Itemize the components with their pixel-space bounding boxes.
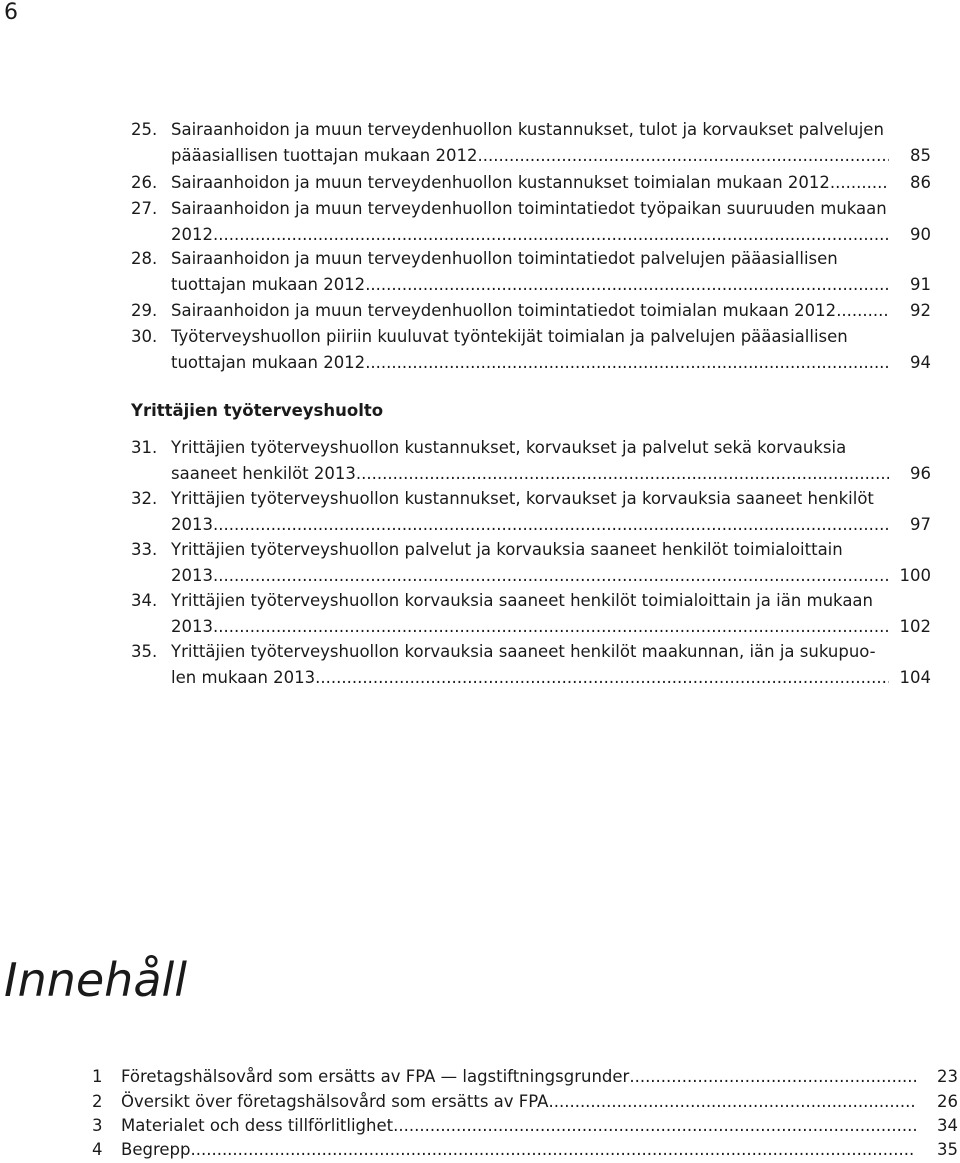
entry-number: 4 bbox=[92, 1140, 103, 1159]
entry-title-cont bbox=[171, 143, 931, 169]
entry-number: 31. bbox=[131, 438, 158, 457]
entry-number: 1 bbox=[92, 1067, 103, 1086]
entry-page: 96 bbox=[910, 464, 931, 483]
entry-title-line2: tuottajan mukaan 2012 bbox=[171, 275, 366, 294]
entry-number: 27. bbox=[131, 199, 158, 218]
dot-leader bbox=[356, 461, 889, 487]
dot-leader bbox=[213, 222, 889, 248]
entry-title-line2: 2013 bbox=[171, 515, 213, 534]
entry-title-cont bbox=[171, 614, 931, 640]
entry-number: 35. bbox=[131, 642, 158, 661]
dot-leader bbox=[836, 298, 889, 324]
entry-number: 28. bbox=[131, 249, 158, 268]
entry-title-cont bbox=[171, 222, 931, 248]
page-number: 6 bbox=[4, 0, 18, 25]
entry-title: Yrittäjien työterveyshuollon kustannukset, korvaukset ja korvauksia saaneet henkilöt bbox=[171, 489, 874, 508]
entry-title: Sairaanhoidon ja muun terveydenhuollon toimintatiedot toimialan mukaan 2012 bbox=[171, 301, 837, 320]
entry-page: 104 bbox=[899, 668, 931, 687]
entry-title-cont bbox=[171, 665, 931, 691]
entry-number: 26. bbox=[131, 173, 158, 192]
dot-leader bbox=[548, 1090, 916, 1114]
entry-page: 34 bbox=[937, 1116, 958, 1135]
entry-title-line2: saaneet henkilöt 2013 bbox=[171, 464, 356, 483]
dot-leader bbox=[830, 170, 889, 196]
dot-leader bbox=[213, 563, 889, 589]
entry-title-row bbox=[121, 1065, 958, 1089]
entry-title-row bbox=[171, 170, 931, 196]
entry-page: 92 bbox=[910, 301, 931, 320]
entry-title-line2: pääasiallisen tuottajan mukaan 2012 bbox=[171, 146, 478, 165]
entry-title-row bbox=[171, 298, 931, 324]
entry-number: 34. bbox=[131, 591, 158, 610]
entry-title-cont bbox=[171, 512, 931, 538]
entry-title: Yrittäjien työterveyshuollon kustannukset, korvaukset ja palvelut sekä korvauksia bbox=[171, 438, 847, 457]
entry-title-line2: 2013 bbox=[171, 566, 213, 585]
entry-page: 91 bbox=[910, 275, 931, 294]
entry-number: 3 bbox=[92, 1116, 103, 1135]
entry-page: 100 bbox=[899, 566, 931, 585]
dot-leader bbox=[213, 614, 889, 640]
entry-title: Företagshälsovård som ersätts av FPA — lagstiftningsgrunder bbox=[121, 1067, 630, 1086]
entry-title: Yrittäjien työterveyshuollon palvelut ja korvauksia saaneet henkilöt toimialoittain bbox=[171, 540, 843, 559]
entry-page: 35 bbox=[937, 1140, 958, 1159]
entry-page: 102 bbox=[899, 617, 931, 636]
entry-title: Sairaanhoidon ja muun terveydenhuollon kustannukset toimialan mukaan 2012 bbox=[171, 173, 830, 192]
entry-title-row bbox=[121, 1138, 958, 1162]
entry-title: Översikt över företagshälsovård som ersätts av FPA bbox=[121, 1092, 549, 1111]
entry-title-line2: 2013 bbox=[171, 617, 213, 636]
entry-title-cont bbox=[171, 461, 931, 487]
entry-title-line2: len mukaan 2013 bbox=[171, 668, 316, 687]
entry-title: Sairaanhoidon ja muun terveydenhuollon toimintatiedot työpaikan suuruuden mukaan bbox=[171, 199, 887, 218]
entry-title-row bbox=[121, 1114, 958, 1138]
entry-title-line2: tuottajan mukaan 2012 bbox=[171, 353, 366, 372]
entry-page: 90 bbox=[910, 225, 931, 244]
entry-title-line2: 2012 bbox=[171, 225, 213, 244]
entry-number: 2 bbox=[92, 1092, 103, 1111]
entry-page: 26 bbox=[937, 1092, 958, 1111]
entry-title: Sairaanhoidon ja muun terveydenhuollon kustannukset, tulot ja korvaukset palvelujen bbox=[171, 120, 884, 139]
entry-title: Työterveyshuollon piiriin kuuluvat työntekijät toimialan ja palvelujen pääasiallisen bbox=[171, 327, 848, 346]
section-heading: Yrittäjien työterveyshuolto bbox=[131, 401, 384, 420]
dot-leader bbox=[365, 350, 889, 376]
entry-title-cont bbox=[171, 350, 931, 376]
entry-number: 32. bbox=[131, 489, 158, 508]
dot-leader bbox=[365, 272, 889, 298]
dot-leader bbox=[477, 143, 889, 169]
entry-page: 97 bbox=[910, 515, 931, 534]
contents-title-swedish: Innehåll bbox=[4, 953, 188, 1007]
entry-title: Yrittäjien työterveyshuollon korvauksia saaneet henkilöt toimialoittain ja iän mukaan bbox=[171, 591, 873, 610]
dot-leader bbox=[393, 1114, 916, 1138]
entry-title: Materialet och dess tillförlitlighet bbox=[121, 1116, 394, 1135]
entry-title-cont bbox=[171, 563, 931, 589]
dot-leader bbox=[629, 1065, 916, 1089]
entry-page: 85 bbox=[910, 146, 931, 165]
entry-number: 33. bbox=[131, 540, 158, 559]
dot-leader bbox=[190, 1138, 916, 1162]
entry-title: Yrittäjien työterveyshuollon korvauksia saaneet henkilöt maakunnan, iän ja sukupuo- bbox=[171, 642, 876, 661]
entry-number: 25. bbox=[131, 120, 158, 139]
entry-number: 30. bbox=[131, 327, 158, 346]
entry-page: 94 bbox=[910, 353, 931, 372]
entry-title: Sairaanhoidon ja muun terveydenhuollon toimintatiedot palvelujen pääasiallisen bbox=[171, 249, 838, 268]
dot-leader bbox=[315, 665, 889, 691]
entry-title-cont bbox=[171, 272, 931, 298]
entry-title-row bbox=[121, 1090, 958, 1114]
entry-page: 23 bbox=[937, 1067, 958, 1086]
dot-leader bbox=[213, 512, 889, 538]
entry-number: 29. bbox=[131, 301, 158, 320]
entry-title: Begrepp bbox=[121, 1140, 191, 1159]
entry-page: 86 bbox=[910, 173, 931, 192]
